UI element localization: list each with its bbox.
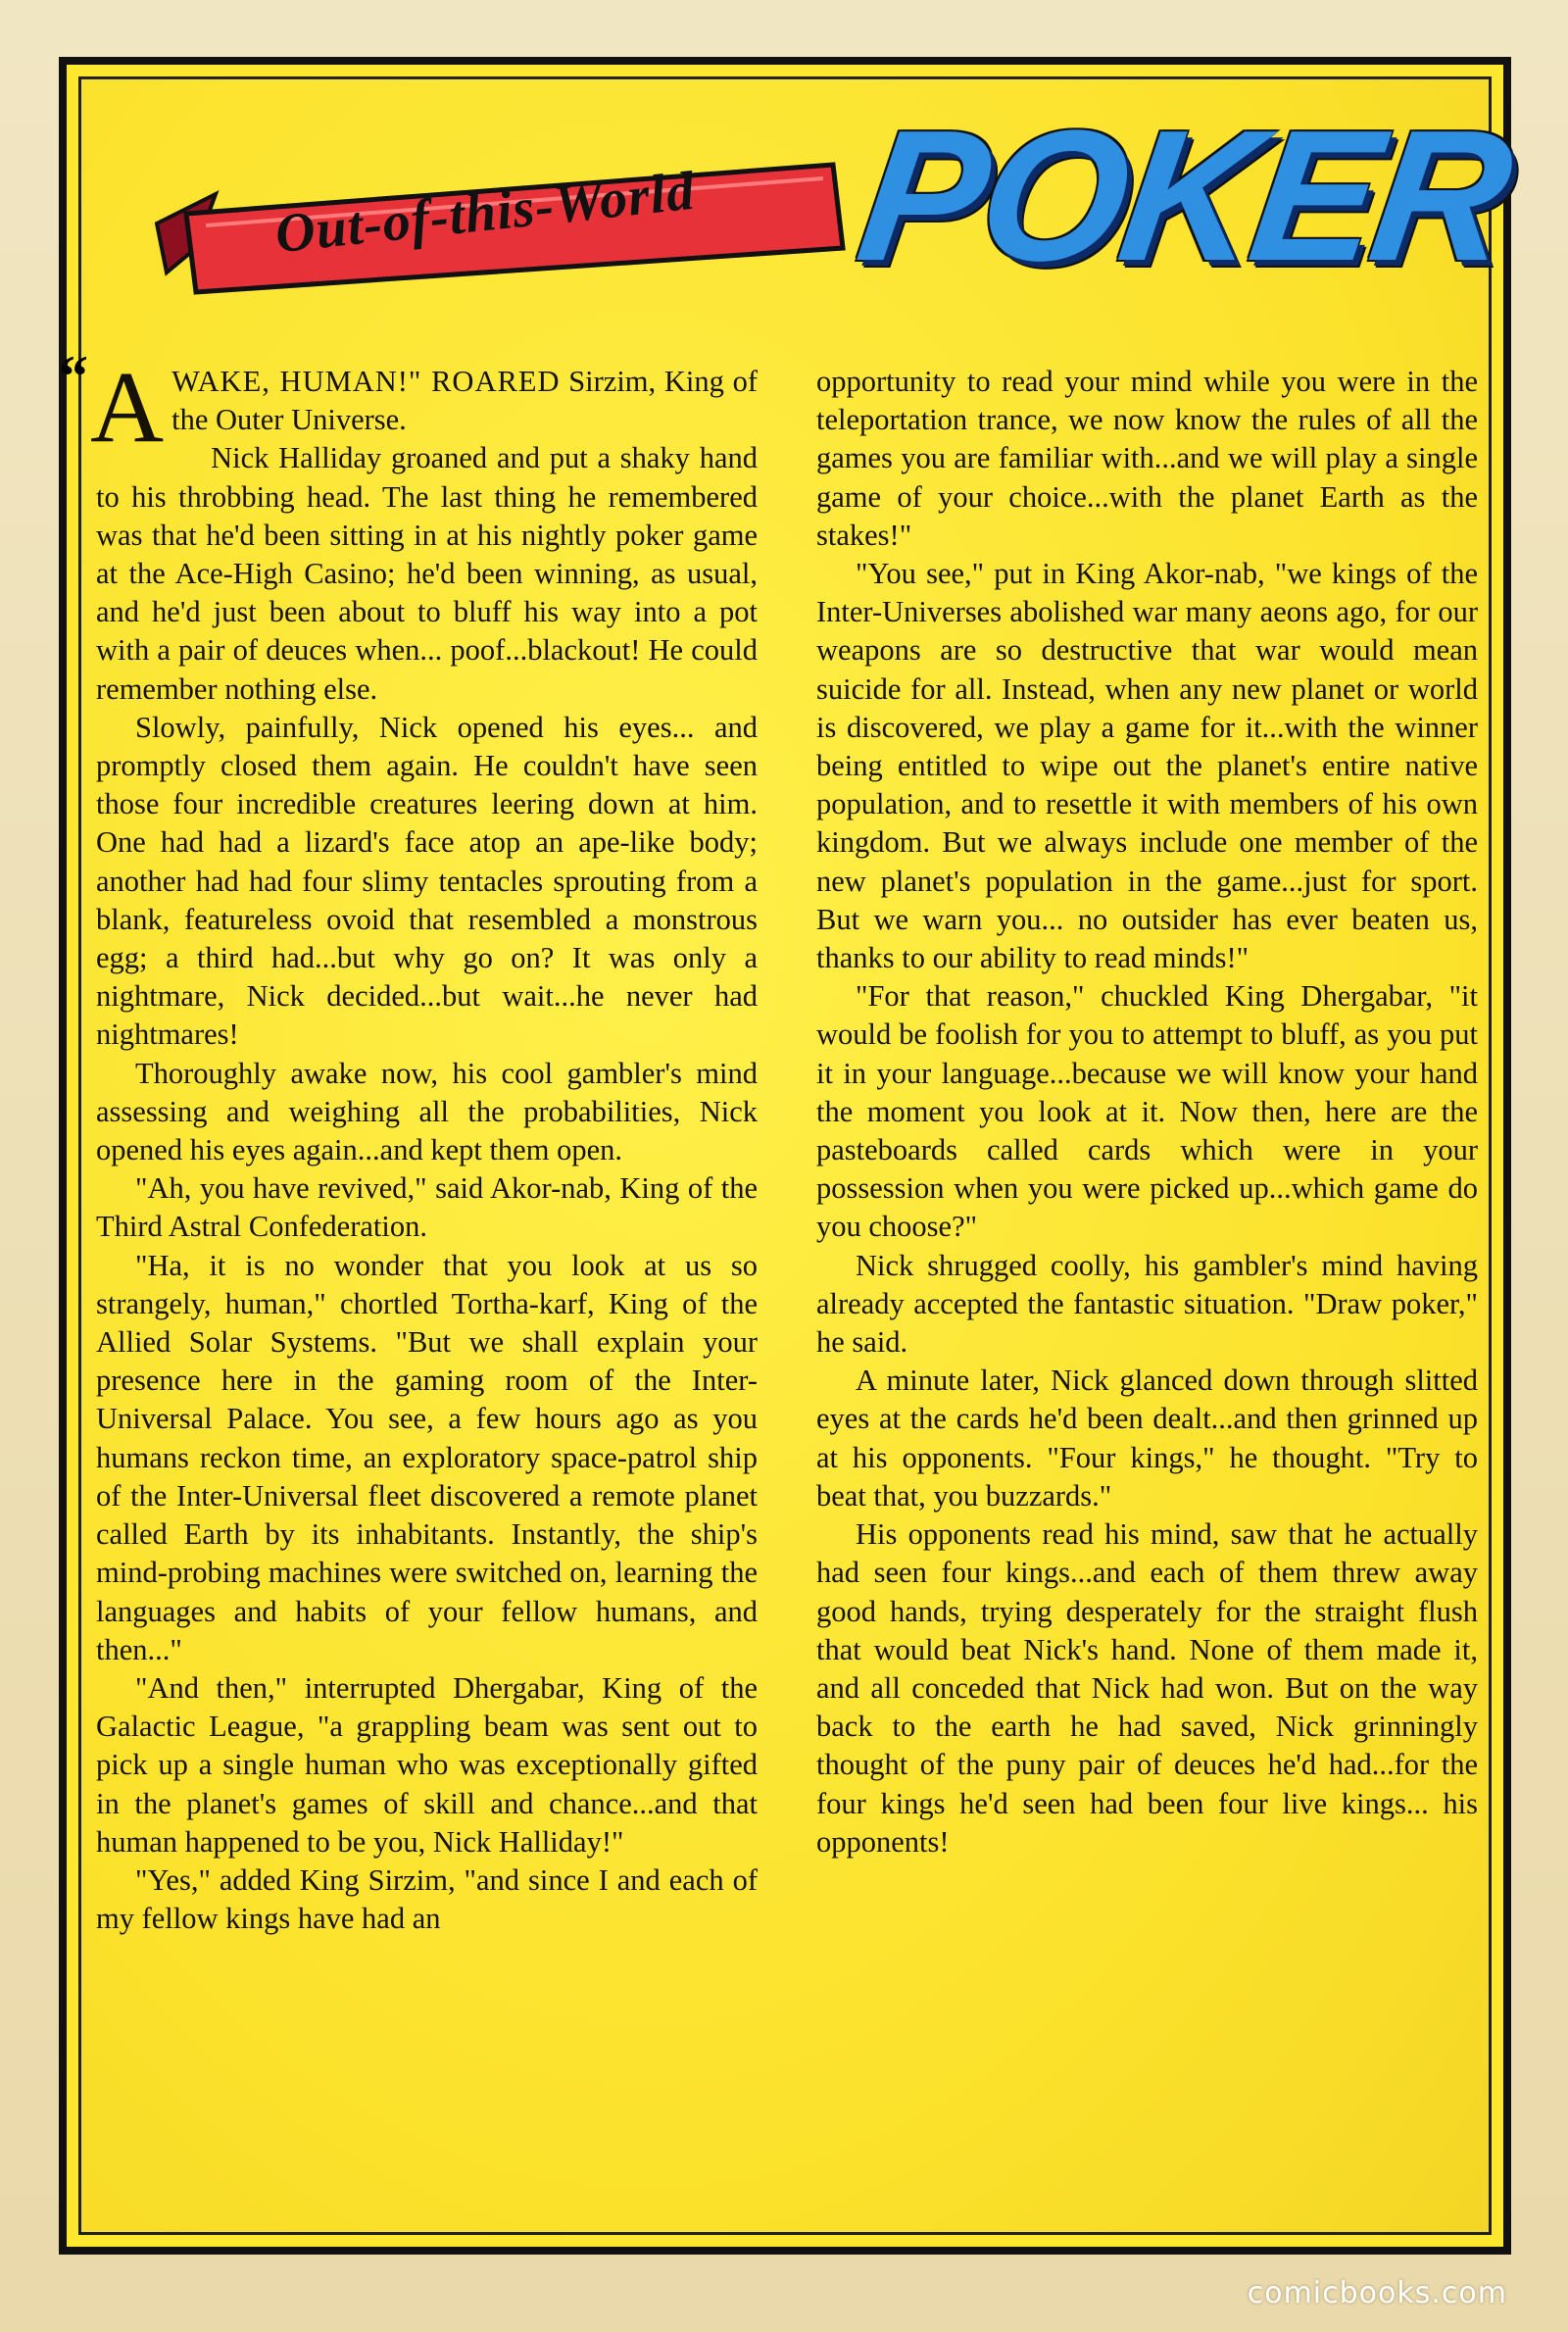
site-watermark: comicbooks.com bbox=[1247, 2276, 1507, 2310]
story-paragraph: "For that reason," chuckled King Dhergabar, "it would be foolish for you to attempt to bluff, as you put it in your language...because we will know your hand the moment you look at it. Now then, here are the pasteboards called cards which were in your possession when you were picked up...which game do you choose?" bbox=[816, 979, 1478, 1244]
column-right bbox=[816, 363, 1478, 2206]
story-columns bbox=[90, 351, 1478, 2206]
story-paragraph: "Ah, you have revived," said Akor-nab, King of the Third Astral Confederation. bbox=[96, 1171, 758, 1244]
story-paragraph: opportunity to read your mind while you were in the teleportation trance, we now know the rules of all the games you are familiar with...and we will play a single game of your choice...with the planet Earth as the stakes!" bbox=[816, 365, 1478, 552]
story-paragraph: Slowly, painfully, Nick opened his eyes... and promptly closed them again. He couldn't have seen those four incredible creatures leering down at him. One had had a lizard's face atop an ape-like body; another had had four slimy tentacles sprouting from a blank, featureless ovoid that resembled a monstrous egg; a third had...but why go on? It was only a nightmare, Nick decided...but wait...he never had nightmares! bbox=[96, 710, 758, 1052]
opening-caps: WAKE, HUMAN!" ROARED bbox=[172, 365, 561, 398]
story-paragraph: "You see," put in King Akor-nab, "we kings of the Inter-Universes abolished war many aeons ago, for our weapons are so destructive that war would mean suicide for all. Instead, when any new planet or world is discovered, we play a game for it...with the winner being entitled to wipe out the planet's entire native population, and to resettle it with members of his own kingdom. But we always include one member of the new planet's population in the game...just for sport. But we warn you... no outsider has ever beaten us, thanks to our ability to read minds!" bbox=[816, 557, 1478, 975]
drop-cap: A bbox=[90, 351, 165, 464]
story-paragraph: "Yes," added King Sirzim, "and since I and each of my fellow kings have had an bbox=[96, 1862, 758, 1936]
story-paragraph: "And then," interrupted Dhergabar, King of the Galactic League, "a grappling beam was sent out to pick up a single human who was exceptionally gifted in the planet's games of skill and chance...and that human happened to be you, Nick Halliday!" bbox=[96, 1670, 758, 1859]
ribbon-title: Out-of-this-World bbox=[272, 160, 698, 266]
story-paragraph: A minute later, Nick glanced down through slitted eyes at the cards he'd been dealt...and then grinned up at his opponents. "Four kings," he thought. "Try to beat that, you buzzards." bbox=[816, 1364, 1478, 1513]
story-paragraph: Thoroughly awake now, his cool gambler's mind assessing and weighing all the probabilities, Nick opened his eyes again...and kept them open. bbox=[96, 1056, 758, 1167]
main-title: POKER bbox=[848, 92, 1520, 300]
paragraph-text: Sirzim, King of the Outer Universe. bbox=[172, 365, 758, 437]
column-left bbox=[90, 351, 758, 2206]
opening-quote-mark: “ bbox=[59, 344, 88, 409]
story-paragraph: His opponents read his mind, saw that he actually had seen four kings...and each of them threw away good hands, trying desperately for the straight flush that would beat Nick's hand. None of them made it, and all conceded that Nick had won. But on the way back to the earth he had saved, Nick grinningly thought of the puny pair of deuces he'd had...for the four kings he'd seen had been four live kings... his opponents! bbox=[816, 1517, 1478, 1859]
title-banner bbox=[88, 78, 1520, 323]
story-paragraph: Nick Halliday groaned and put a shaky hand to his throbbing head. The last thing he remembered was that he'd been sitting in at his nightly poker game at the Ace-High Casino; he'd been winning, as usual, and he'd just been about to bluff his way into a pot with a pair of deuces when... poof...blackout! He could remember nothing else. bbox=[96, 441, 758, 706]
story-paragraph: Nick shrugged coolly, his gambler's mind having already accepted the fantastic situation. "Draw poker," he said. bbox=[816, 1248, 1478, 1360]
story-paragraph bbox=[90, 351, 758, 464]
story-paragraph: "Ha, it is no wonder that you look at us so strangely, human," chortled Tortha-karf, King of the Allied Solar Systems. "But we shall explain your presence here in the gaming room of the Inter-Universal Palace. You see, a few hours ago as you humans reckon time, an exploratory space-patrol ship of the Inter-Universal fleet discovered a remote planet called Earth by its inhabitants. Instantly, the ship's mind-probing machines were switched on, learning the languages and habits of your fellow humans, and then..." bbox=[96, 1248, 758, 1666]
